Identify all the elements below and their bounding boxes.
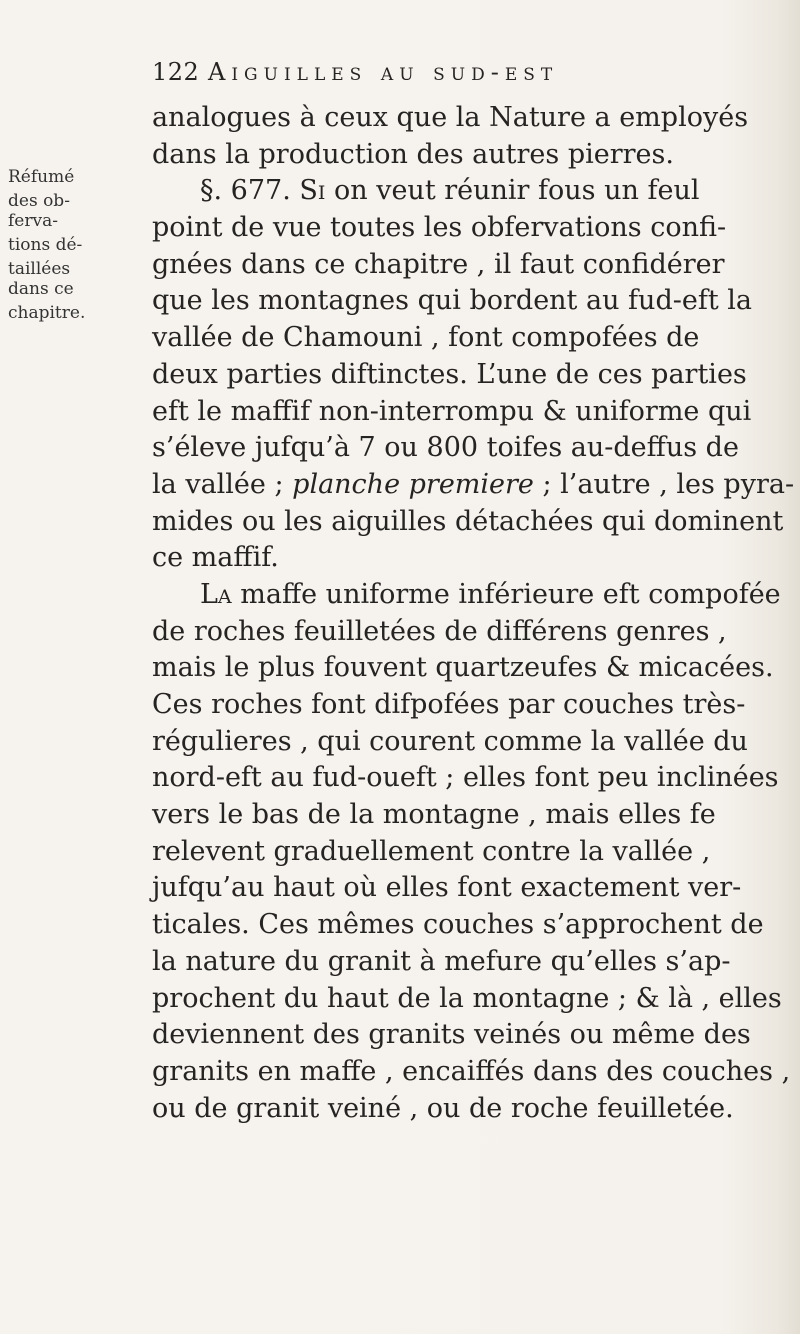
text-line: dans la production des autres pierres. [152, 138, 674, 170]
margin-note-line: tions dé- [8, 235, 83, 255]
text-line: ticales. Ces mêmes couches s’approchent de [152, 909, 764, 941]
text-line: prochent du haut de la montagne ; & là , elles [152, 982, 782, 1014]
text-line: ce maffif. [152, 542, 279, 574]
body-text [152, 100, 800, 1127]
margin-note-line: chapitre. [8, 303, 86, 323]
text-span: la vallée ; [152, 468, 293, 500]
running-head [152, 58, 712, 92]
section-number: §. 677. [200, 175, 300, 207]
text-line: vallée de Chamouni , font compofées de [152, 322, 700, 354]
small-caps-word: La [200, 578, 232, 610]
text-line: régulieres , qui courent comme la vallée du [152, 725, 748, 757]
text-line: ou de granit veiné , ou de roche feuilletée. [152, 1092, 734, 1124]
text-line: point de vue toutes les obfervations confi- [152, 212, 727, 244]
text-line: jufqu’au haut où elles font exactement ver- [152, 872, 742, 904]
text-line: gnées dans ce chapitre , il faut confidérer [152, 248, 725, 280]
margin-note-line: ferva- [8, 211, 58, 231]
text-line: eft le maffif non-interrompu & uniforme qui [152, 395, 752, 427]
margin-note-line: Réfumé [8, 167, 75, 187]
margin-note-line: dans ce [8, 279, 74, 299]
margin-note-line: des ob- [8, 191, 70, 211]
text-line: deviennent des granits veinés ou même des [152, 1019, 751, 1051]
text-line: nord-eft au fud-oueft ; elles font peu inclinées [152, 762, 779, 794]
margin-note-line: taillées [8, 259, 71, 279]
page-number: 122 [152, 58, 200, 86]
text-line: relevent graduellement contre la vallée , [152, 835, 711, 867]
text-span: on veut réunir fous un feul [325, 175, 700, 207]
italic-reference: planche premiere [292, 468, 534, 500]
text-line: s’éleve jufqu’à 7 ou 800 toifes au-deffus de [152, 432, 739, 464]
text-line: vers le bas de la montagne , mais elles fe [152, 799, 716, 831]
small-caps-word: Si [299, 175, 326, 207]
text-line: deux parties diftinctes. L’une de ces parties [152, 358, 747, 390]
text-line: analogues à ceux que la Nature a employés [152, 102, 749, 133]
text-line: que les montagnes qui bordent au fud-eft la [152, 285, 752, 317]
running-title: Aiguilles au sud-est [208, 58, 559, 86]
text-line: la nature du granit à mefure qu’elles s’ap- [152, 945, 731, 977]
text-line: de roches feuilletées de différens genres , [152, 615, 727, 647]
text-line: mais le plus fouvent quartzeufes & micacées. [152, 652, 774, 684]
paragraph-start-line [152, 173, 800, 210]
text-line: Ces roches font difpofées par couches très- [152, 689, 746, 720]
paragraph-start-line [152, 577, 800, 614]
text-line: granits en maffe , encaiffés dans des couches , [152, 1055, 791, 1087]
text-span: maffe uniforme inférieure eft compofée [231, 578, 781, 610]
text-line: mides ou les aiguilles détachées qui dominent [152, 505, 784, 537]
text-line [152, 467, 800, 504]
text-span: ; l’autre , les pyra- [533, 468, 795, 500]
